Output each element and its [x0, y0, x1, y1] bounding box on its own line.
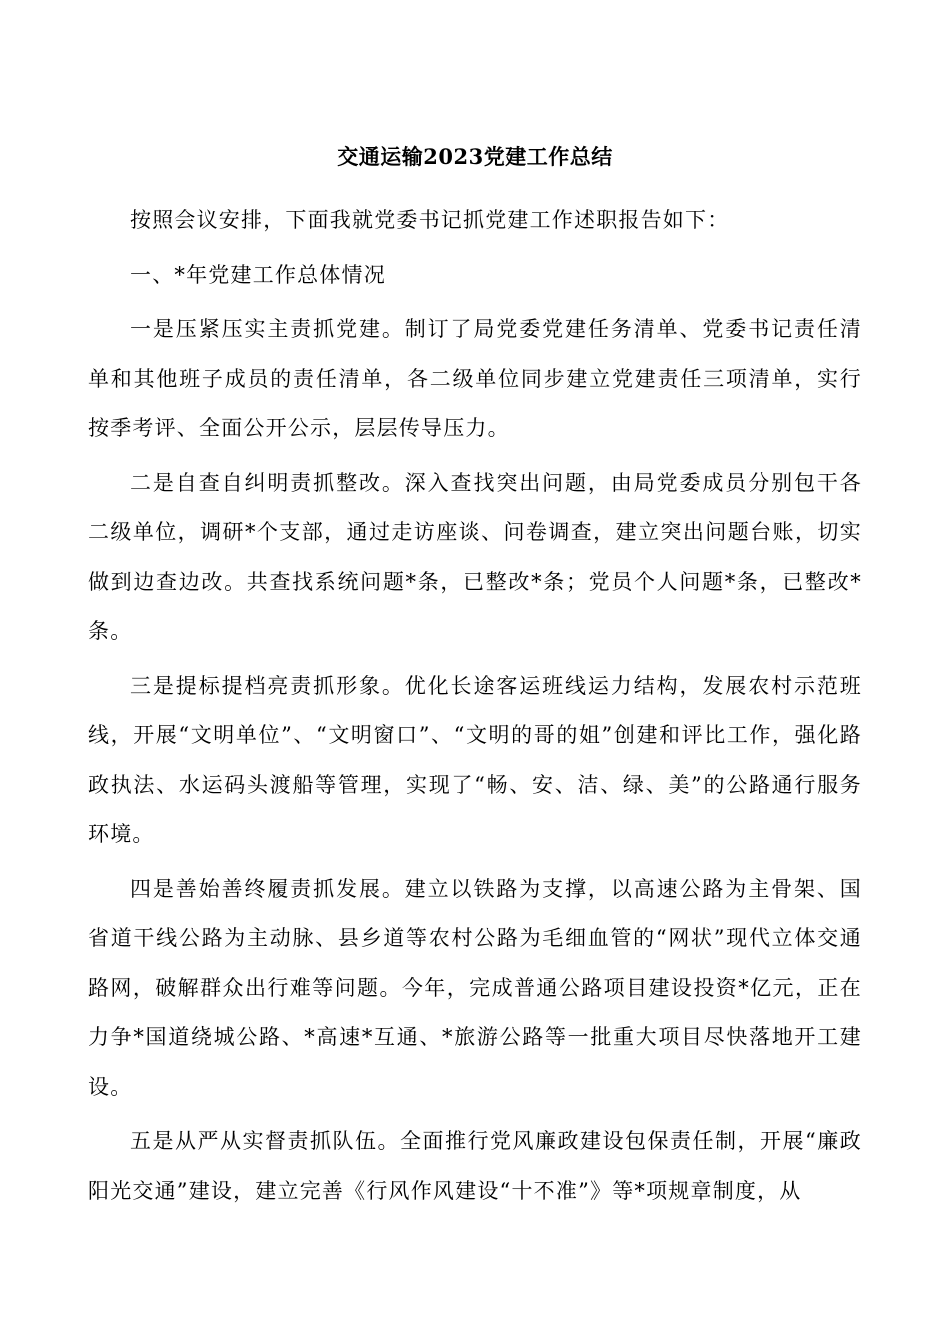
paragraph-item-2: 二是自查自纠明责抓整改。深入查找突出问题，由局党委成员分别包干各二级单位，调研*个支部，通过走访座谈、问卷调查，建立突出问题台账，切实做到边查边改。共查找系统问题*条，已整改*条；党员个人问题*条，已整改*条。 — [88, 470, 862, 643]
paragraph-item-5: 五是从严从实督责抓队伍。全面推行党风廉政建设包保责任制，开展“廉政阳光交通”建设，建立完善《行风作风建设“十不准”》等*项规章制度，从 — [88, 1129, 862, 1203]
paragraph-item-4: 四是善始善终履责抓发展。建立以铁路为支撑，以高速公路为主骨架、国省道干线公路为主动脉、县乡道等农村公路为毛细血管的“网状”现代立体交通路网，破解群众出行难等问题。今年，完成普通公路项目建设投资*亿元，正在力争*国道绕城公路、*高速*互通、*旅游公路等一批重大项目尽快落地开工建设。 — [88, 876, 862, 1099]
section-heading: 一、*年党建工作总体情况 — [130, 262, 386, 287]
paragraph-intro: 按照会议安排，下面我就党委书记抓党建工作述职报告如下： — [130, 208, 730, 232]
paragraph-item-1: 一是压紧压实主责抓党建。制订了局党委党建任务清单、党委书记责任清单和其他班子成员的责任清单，各二级单位同步建立党建责任三项清单，实行按季考评、全面公开公示，层层传导压力。 — [88, 317, 862, 440]
paragraph-item-3: 三是提标提档亮责抓形象。优化长途客运班线运力结构，发展农村示范班线，开展“文明单位”、“文明窗口”、“文明的哥的姐”创建和评比工作，强化路政执法、水运码头渡船等管理，实现了“畅、安、洁、绿、美”的公路通行服务环境。 — [88, 673, 862, 846]
document-body — [88, 196, 862, 1221]
document-title: 交通运输2023党建工作总结 — [337, 144, 613, 169]
